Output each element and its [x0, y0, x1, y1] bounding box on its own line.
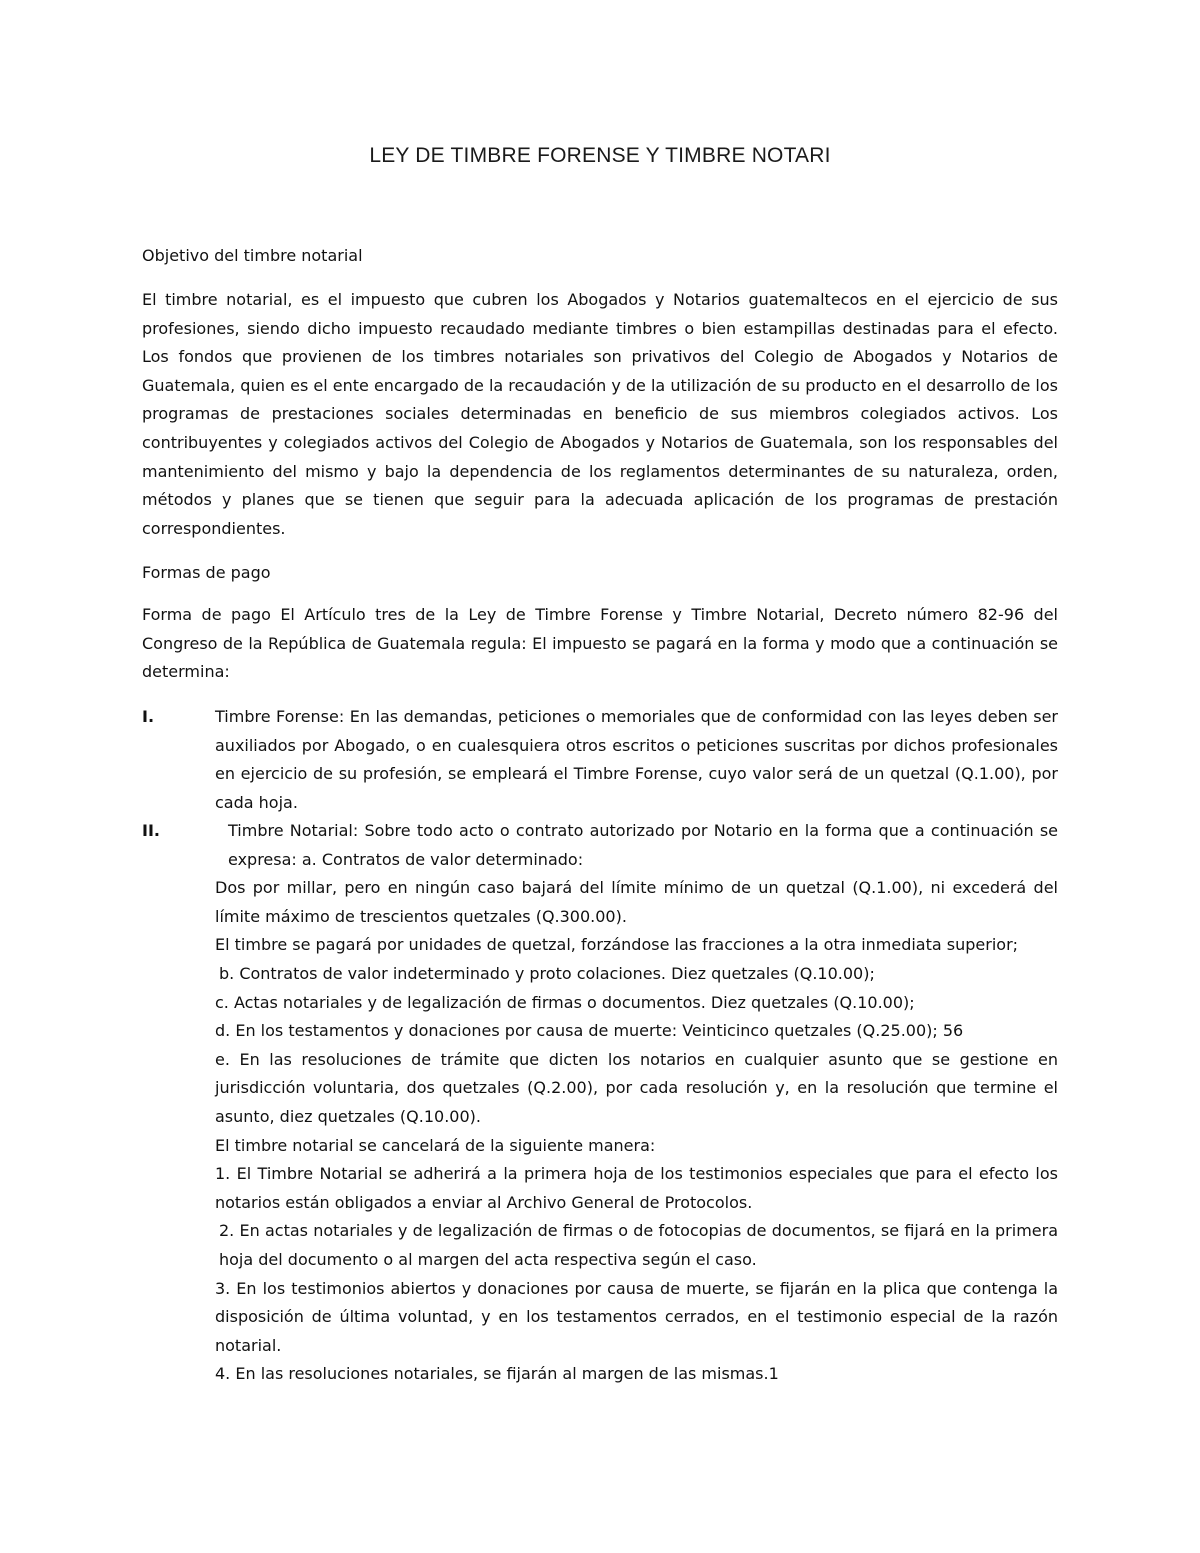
list-line-item-c: c. Actas notariales y de legalización de firmas o documentos. Diez quetzales (Q.10.00);: [215, 992, 915, 1012]
paragraph-formas-de-pago: Forma de pago El Artículo tres de la Ley de Timbre Forense y Timbre Notarial, Decreto número 82-96 del Congreso de la República de Guatemala regula: El impuesto se pagará en la forma y modo que a continuación se determina:: [142, 605, 1058, 682]
list-line-cancelacion-3: 3. En los testimonios abiertos y donaciones por causa de muerte, se fijarán en la plica que contenga la disposición de última voluntad, y en los testamentos cerrados, en el testimonio especial de la razón notarial.: [215, 1278, 1058, 1355]
list-line-item-d: d. En los testamentos y donaciones por causa de muerte: Veinticinco quetzales (Q.25.00); 56: [215, 1021, 964, 1041]
list-line-cancelacion-4: 4. En las resoluciones notariales, se fijarán al margen de las mismas.1: [215, 1364, 779, 1384]
document-title: LEY DE TIMBRE FORENSE Y TIMBRE NOTARI: [369, 144, 831, 167]
list-item-number: I.: [142, 707, 155, 726]
list-line-cancelacion-1: 1. El Timbre Notarial se adherirá a la primera hoja de los testimonios especiales que para el efecto los notarios están obligados a enviar al Archivo General de Protocolos.: [215, 1164, 1058, 1212]
list-line-cancelacion-2: 2. En actas notariales y de legalización de firmas o de fotocopias de documentos, se fijará en la primera hoja del documento o al margen del acta respectiva según el caso.: [219, 1221, 1058, 1269]
list-line-item-e: e. En las resoluciones de trámite que dicten los notarios en cualquier asunto que se gestione en jurisdicción voluntaria, dos quetzales (Q.2.00), por cada resolución y, en la resolución que termine el asunto, diez quetzales (Q.10.00).: [215, 1049, 1058, 1126]
list-line-item-b: b. Contratos de valor indeterminado y proto colaciones. Diez quetzales (Q.10.00);: [219, 963, 875, 983]
list-line-dos-por-millar: Dos por millar, pero en ningún caso bajará del límite mínimo de un quetzal (Q.1.00), ni excederá del límite máximo de trescientos quetzales (Q.300.00).: [215, 878, 1058, 926]
list-item-body: [215, 817, 1058, 1389]
section-heading-formas-de-pago: Formas de pago: [142, 563, 271, 582]
list-item-text: Timbre Forense: En las demandas, peticiones o memoriales que de conformidad con las leyes deben ser auxiliados por Abogado, o en cualesquiera otros escritos o peticiones suscritas por dichos profesionales en ejercicio de su profesión, se empleará el Timbre Forense, cuyo valor será de un quetzal (Q.1.00), por cada hoja.: [215, 707, 1058, 812]
list-line-cancelacion: El timbre notarial se cancelará de la siguiente manera:: [215, 1135, 656, 1155]
section-heading-objetivo: Objetivo del timbre notarial: [142, 246, 363, 265]
list-item-number: II.: [142, 821, 160, 840]
list-line-contratos-valor-determinado: Timbre Notarial: Sobre todo acto o contrato autorizado por Notario en la forma que a continuación se expresa: a. Contratos de valor determinado:: [228, 821, 1058, 869]
paragraph-objetivo: El timbre notarial, es el impuesto que cubren los Abogados y Notarios guatemaltecos en el ejercicio de sus profesiones, siendo dicho impuesto recaudado mediante timbres o bien estampillas destinadas para el efecto. Los fondos que provienen de los timbres notariales son privativos del Colegio de Abogados y Notarios de Guatemala, quien es el ente encargado de la recaudación y de la utilización de su producto en el desarrollo de los programas de prestaciones sociales determinadas en beneficio de sus miembros colegiados activos. Los contribuyentes y colegiados activos del Colegio de Abogados y Notarios de Guatemala, son los responsables del mantenimiento del mismo y bajo la dependencia de los reglamentos determinantes de su naturaleza, orden, métodos y planes que se tienen que seguir para la adecuada aplicación de los programas de prestación correspondientes.: [142, 290, 1058, 538]
list-line-unidades-de-quetzal: El timbre se pagará por unidades de quetzal, forzándose las fracciones a la otra inmediata superior;: [215, 935, 1019, 955]
